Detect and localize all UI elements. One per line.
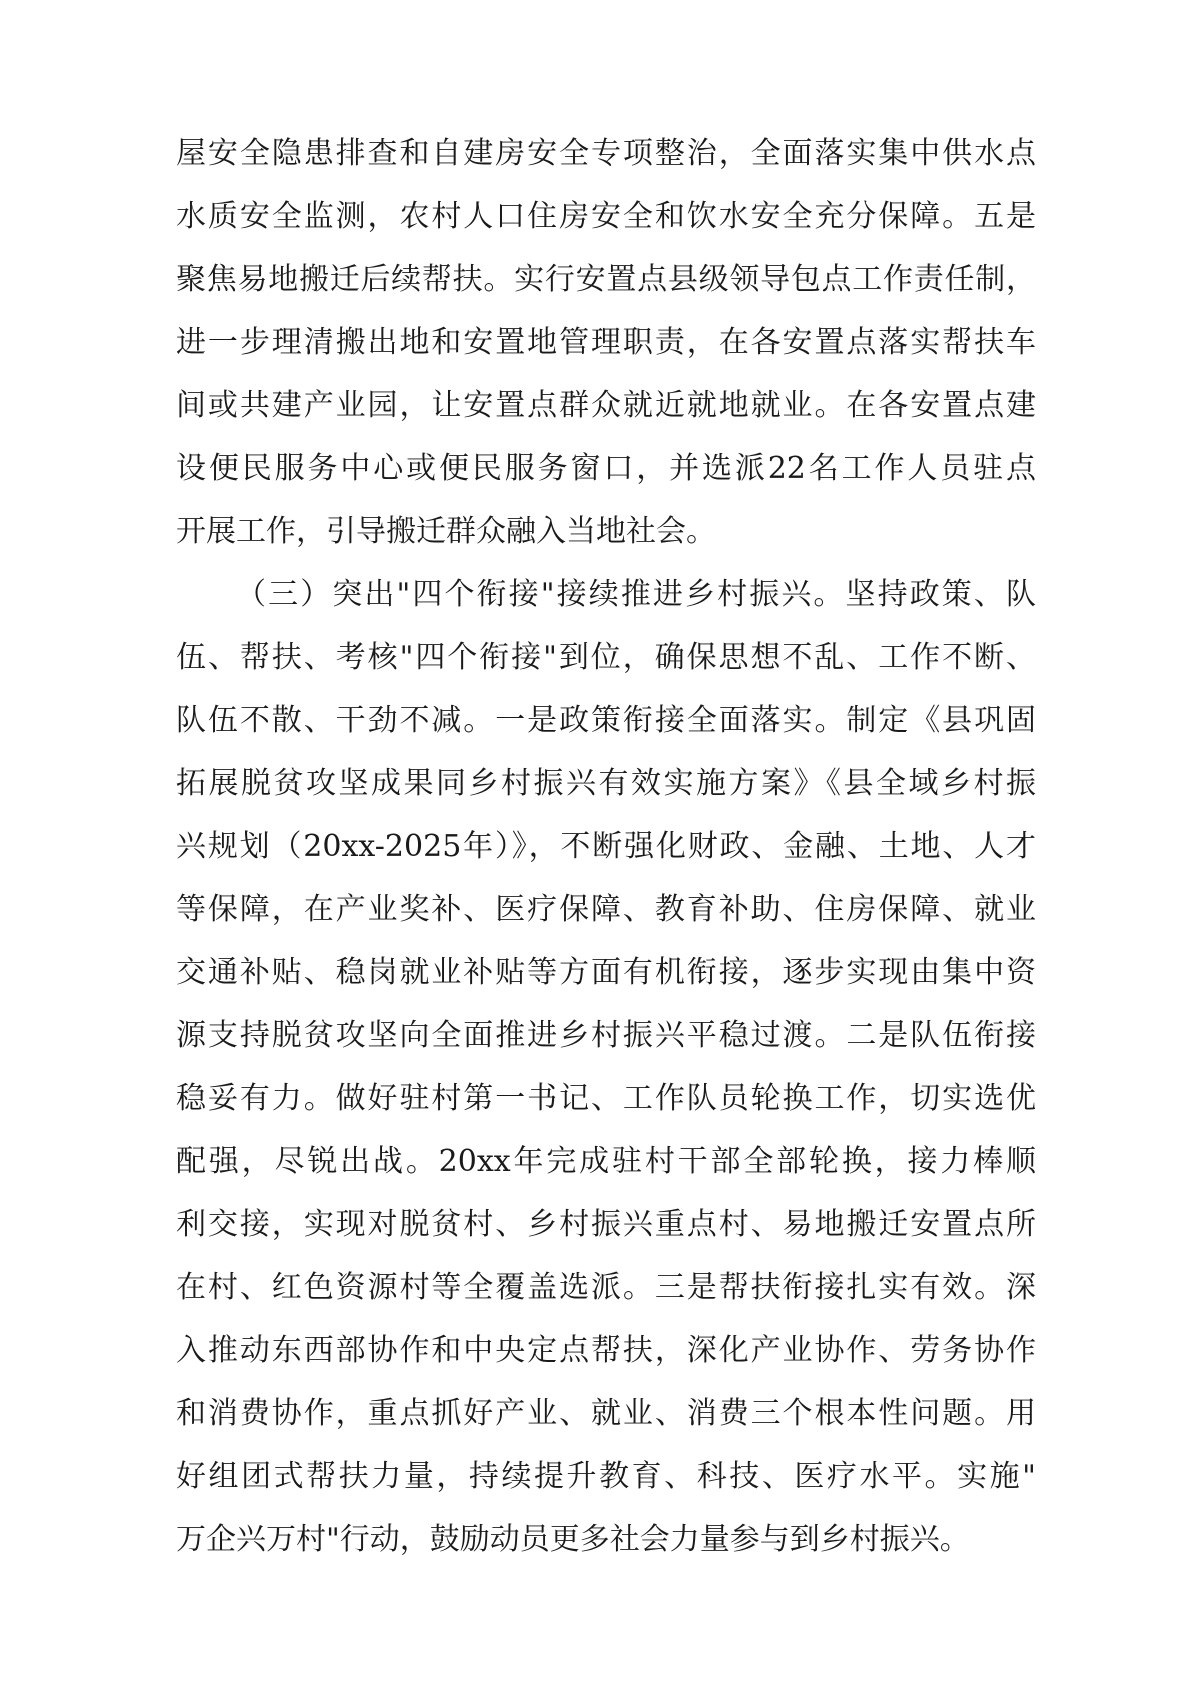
text-line: 伍、帮扶、考核"四个衔接"到位，确保思想不乱、工作不断、 xyxy=(176,640,1036,675)
text-line: 等保障，在产业奖补、医疗保障、教育补助、住房保障、就业 xyxy=(176,892,1036,927)
document-body xyxy=(176,122,1036,1571)
text-line: 利交接，实现对脱贫村、乡村振兴重点村、易地搬迁安置点所 xyxy=(176,1207,1036,1242)
text-line: 队伍不散、干劲不减。一是政策衔接全面落实。制定《县巩固 xyxy=(176,703,1036,738)
text-line: 聚焦易地搬迁后续帮扶。实行安置点县级领导包点工作责任制， xyxy=(176,262,1036,297)
text-line: 设便民服务中心或便民服务窗口，并选派22名工作人员驻点 xyxy=(176,451,1036,486)
text-line: 水质安全监测，农村人口住房安全和饮水安全充分保障。五是 xyxy=(176,199,1036,234)
text-line: 拓展脱贫攻坚成果同乡村振兴有效实施方案》《县全域乡村振 xyxy=(176,766,1036,801)
text-line: 和消费协作，重点抓好产业、就业、消费三个根本性问题。用 xyxy=(176,1396,1036,1431)
text-line: 源支持脱贫攻坚向全面推进乡村振兴平稳过渡。二是队伍衔接 xyxy=(176,1018,1036,1053)
text-line: 开展工作，引导搬迁群众融入当地社会。 xyxy=(176,514,716,549)
text-line: 稳妥有力。做好驻村第一书记、工作队员轮换工作，切实选优 xyxy=(176,1081,1036,1116)
text-line: 入推动东西部协作和中央定点帮扶，深化产业协作、劳务协作 xyxy=(176,1333,1036,1368)
text-line: 兴规划（20xx-2025年）》，不断强化财政、金融、土地、人才 xyxy=(176,829,1036,864)
section-heading-line: （三）突出"四个衔接"接续推进乡村振兴。坚持政策、队 xyxy=(236,577,1036,612)
text-line: 交通补贴、稳岗就业补贴等方面有机衔接，逐步实现由集中资 xyxy=(176,955,1036,990)
text-line: 好组团式帮扶力量，持续提升教育、科技、医疗水平。实施" xyxy=(176,1459,1036,1494)
text-line: 在村、红色资源村等全覆盖选派。三是帮扶衔接扎实有效。深 xyxy=(176,1270,1036,1305)
text-line: 配强，尽锐出战。20xx年完成驻村干部全部轮换，接力棒顺 xyxy=(176,1144,1036,1179)
text-line: 进一步理清搬出地和安置地管理职责，在各安置点落实帮扶车 xyxy=(176,325,1036,360)
text-line: 万企兴万村"行动，鼓励动员更多社会力量参与到乡村振兴。 xyxy=(176,1522,970,1557)
text-line: 间或共建产业园，让安置点群众就近就地就业。在各安置点建 xyxy=(176,388,1036,423)
text-line: 屋安全隐患排查和自建房安全专项整治，全面落实集中供水点 xyxy=(176,136,1036,171)
